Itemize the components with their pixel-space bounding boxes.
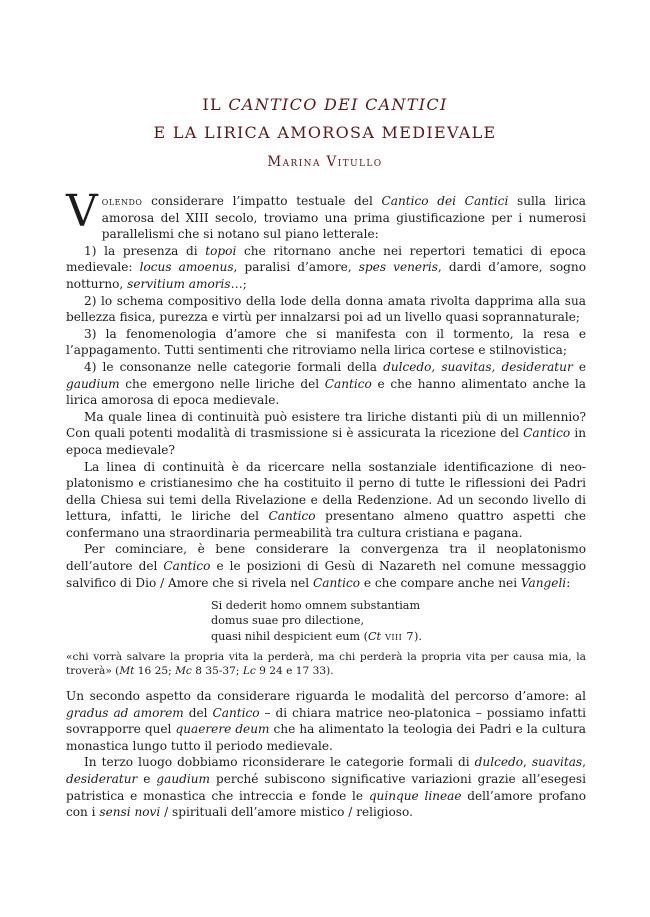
quote-line-1: Si dederit homo omnem substantiam: [211, 599, 421, 612]
article-title-line-2: E LA LIRICA AMOROSA MEDIEVALE: [153, 123, 497, 142]
list-item-1: 1) la presenza di topoi che ritornano anche nei repertori tematici di epoca medievale: locus amoenus, paralisi d’amore, spes veneris, dardi d’amore, sogno notturno, servitium amoris…;: [66, 243, 586, 291]
paragraph-terzo: In terzo luogo dobbiamo riconsiderare le categorie formali di dulcedo, suavitas, desideratur e gaudium perché subiscono significative variazioni grazie all’esegesi patristica e monastica che intreccia e fonde le quinque lineae dell’amore profano con i sensi novi / spirituali dell’amore mistico / religioso.: [66, 755, 586, 820]
paragraph-linea: La linea di continuità è da ricercare nella sostanziale identificazione di neo-platonismo e cristianesimo che ha costituito il perno di tutte le riflessioni dei Padri della Chiesa sui temi della Rivelazione e della Redenzione. Ad un secondo livello di lettura, infatti, le liriche del Cantico presentano almeno quattro aspetti che confermano una straordinaria permeabilità tra cultura cristiana e pagana.: [66, 459, 586, 540]
list-item-2: 2) lo schema compositivo della lode della donna amata rivolta dapprima alla sua bellezza fisica, purezza e virtù per innalzarsi poi ad un livello quasi soprannaturale;: [66, 293, 586, 325]
title-italic: CANTICO DEI CANTICI: [228, 95, 448, 114]
list-item-4: 4) le consonanze nelle categorie formali della dulcedo, suavitas, desideratur e gaudium che emergono nelle liriche del Cantico e che hanno alimentato anche la lirica amorosa di epoca medievale.: [66, 359, 587, 408]
list-item-3: 3) la fenomenologia d’amore che si manifesta con il tormento, la resa e l’appagamento. Tutti sentimenti che ritroviamo nella lirica cortese e stilnovistica;: [66, 326, 586, 358]
drop-cap: V: [66, 186, 98, 237]
intro-paragraph: Volendo considerare l’impatto testuale del Cantico dei Cantici sulla lirica amorosa del XIII secolo, troviamo una prima giustificazione per i numerosi parallelismi che si notano sul piano letterale:: [66, 186, 586, 242]
body-text-upper: [66, 186, 587, 591]
body-text-lower: [66, 688, 586, 821]
gospel-citation: «chi vorrà salvare la propria vita la perderà, ma chi perderà la propria vita per causa mia, la troverà» (Mt 16 25; Mc 8 35-37; Lc 9 24 e 17 33).: [66, 651, 586, 678]
title-prefix: IL: [202, 95, 229, 114]
paragraph-secondo: Un secondo aspetto da considerare riguarda le modalità del percorso d’amore: al gradus ad amorem del Cantico – di chiara matrice neo-platonica – possiamo infatti sovrapporre quel quaerere deum che ha alimentato la teologia dei Padri e la cultura monastica lungo tutto il periodo medievale.: [66, 689, 587, 753]
paragraph-cominciare: Per cominciare, è bene considerare la convergenza tra il neoplatonismo dell’autore del Cantico e le posizioni di Gesù di Nazareth nel comune messaggio salvifico di Dio / Amore che si rivela nel Cantico e che compare anche nei Vangeli:: [66, 542, 587, 590]
latin-quotation: [211, 598, 422, 644]
quote-line-3: quasi nihil despicient eum (Ct viii 7).: [211, 629, 422, 643]
paragraph-question: Ma quale linea di continuità può esistere tra liriche distanti più di un millennio? Con quali potenti modalità di trasmissione si è assicurata la ricezione del Cantico in epoca medievale?: [66, 409, 586, 457]
quote-line-2: domus suae pro dilectione,: [211, 614, 364, 628]
author-name: Marina Vitullo: [267, 154, 383, 170]
article-title-line-1: [0, 95, 650, 114]
